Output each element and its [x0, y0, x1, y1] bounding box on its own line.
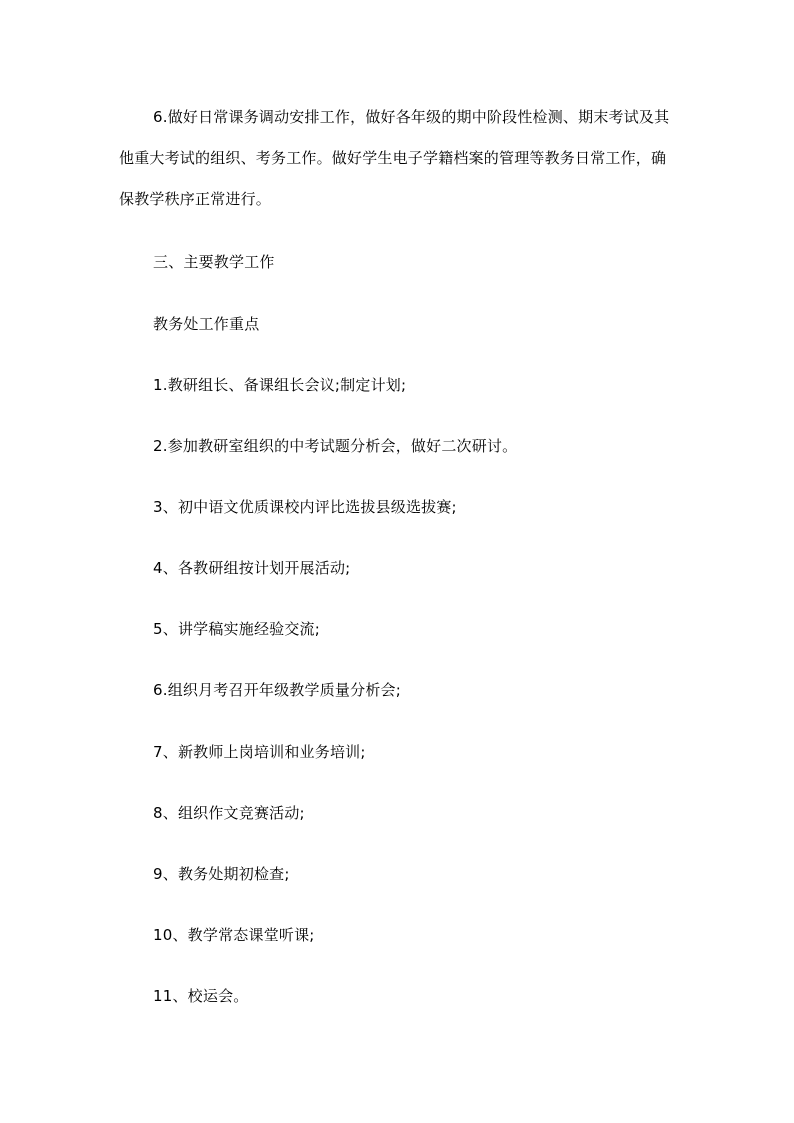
list-item: 4、各教研组按计划开展活动;	[153, 559, 351, 577]
subheading: 教务处工作重点	[153, 315, 260, 333]
list-item: 3、初中语文优质课校内评比选拔县级选拔赛;	[153, 498, 457, 516]
list-item: 1.教研组长、备课组长会议;制定计划;	[153, 376, 407, 394]
intro-paragraph: 6.做好日常课务调动安排工作，做好各年级的期中阶段性检测、期末考试及其他重大考试的组织、考务工作。做好学生电子学籍档案的管理等教务日常工作，确保教学秩序正常进行。	[119, 108, 670, 208]
list-item: 5、讲学稿实施经验交流;	[153, 620, 320, 638]
list-item: 10、教学常态课堂听课;	[153, 926, 315, 944]
list-item: 9、教务处期初检查;	[153, 865, 290, 883]
list-item: 11、校运会。	[153, 987, 249, 1005]
list-item: 6.组织月考召开年级教学质量分析会;	[153, 681, 401, 699]
list-item: 7、新教师上岗培训和业务培训;	[153, 743, 366, 761]
list-item: 8、组织作文竞赛活动;	[153, 804, 305, 822]
section-heading: 三、主要教学工作	[153, 253, 275, 271]
list-item: 2.参加教研室组织的中考试题分析会，做好二次研讨。	[153, 437, 518, 455]
